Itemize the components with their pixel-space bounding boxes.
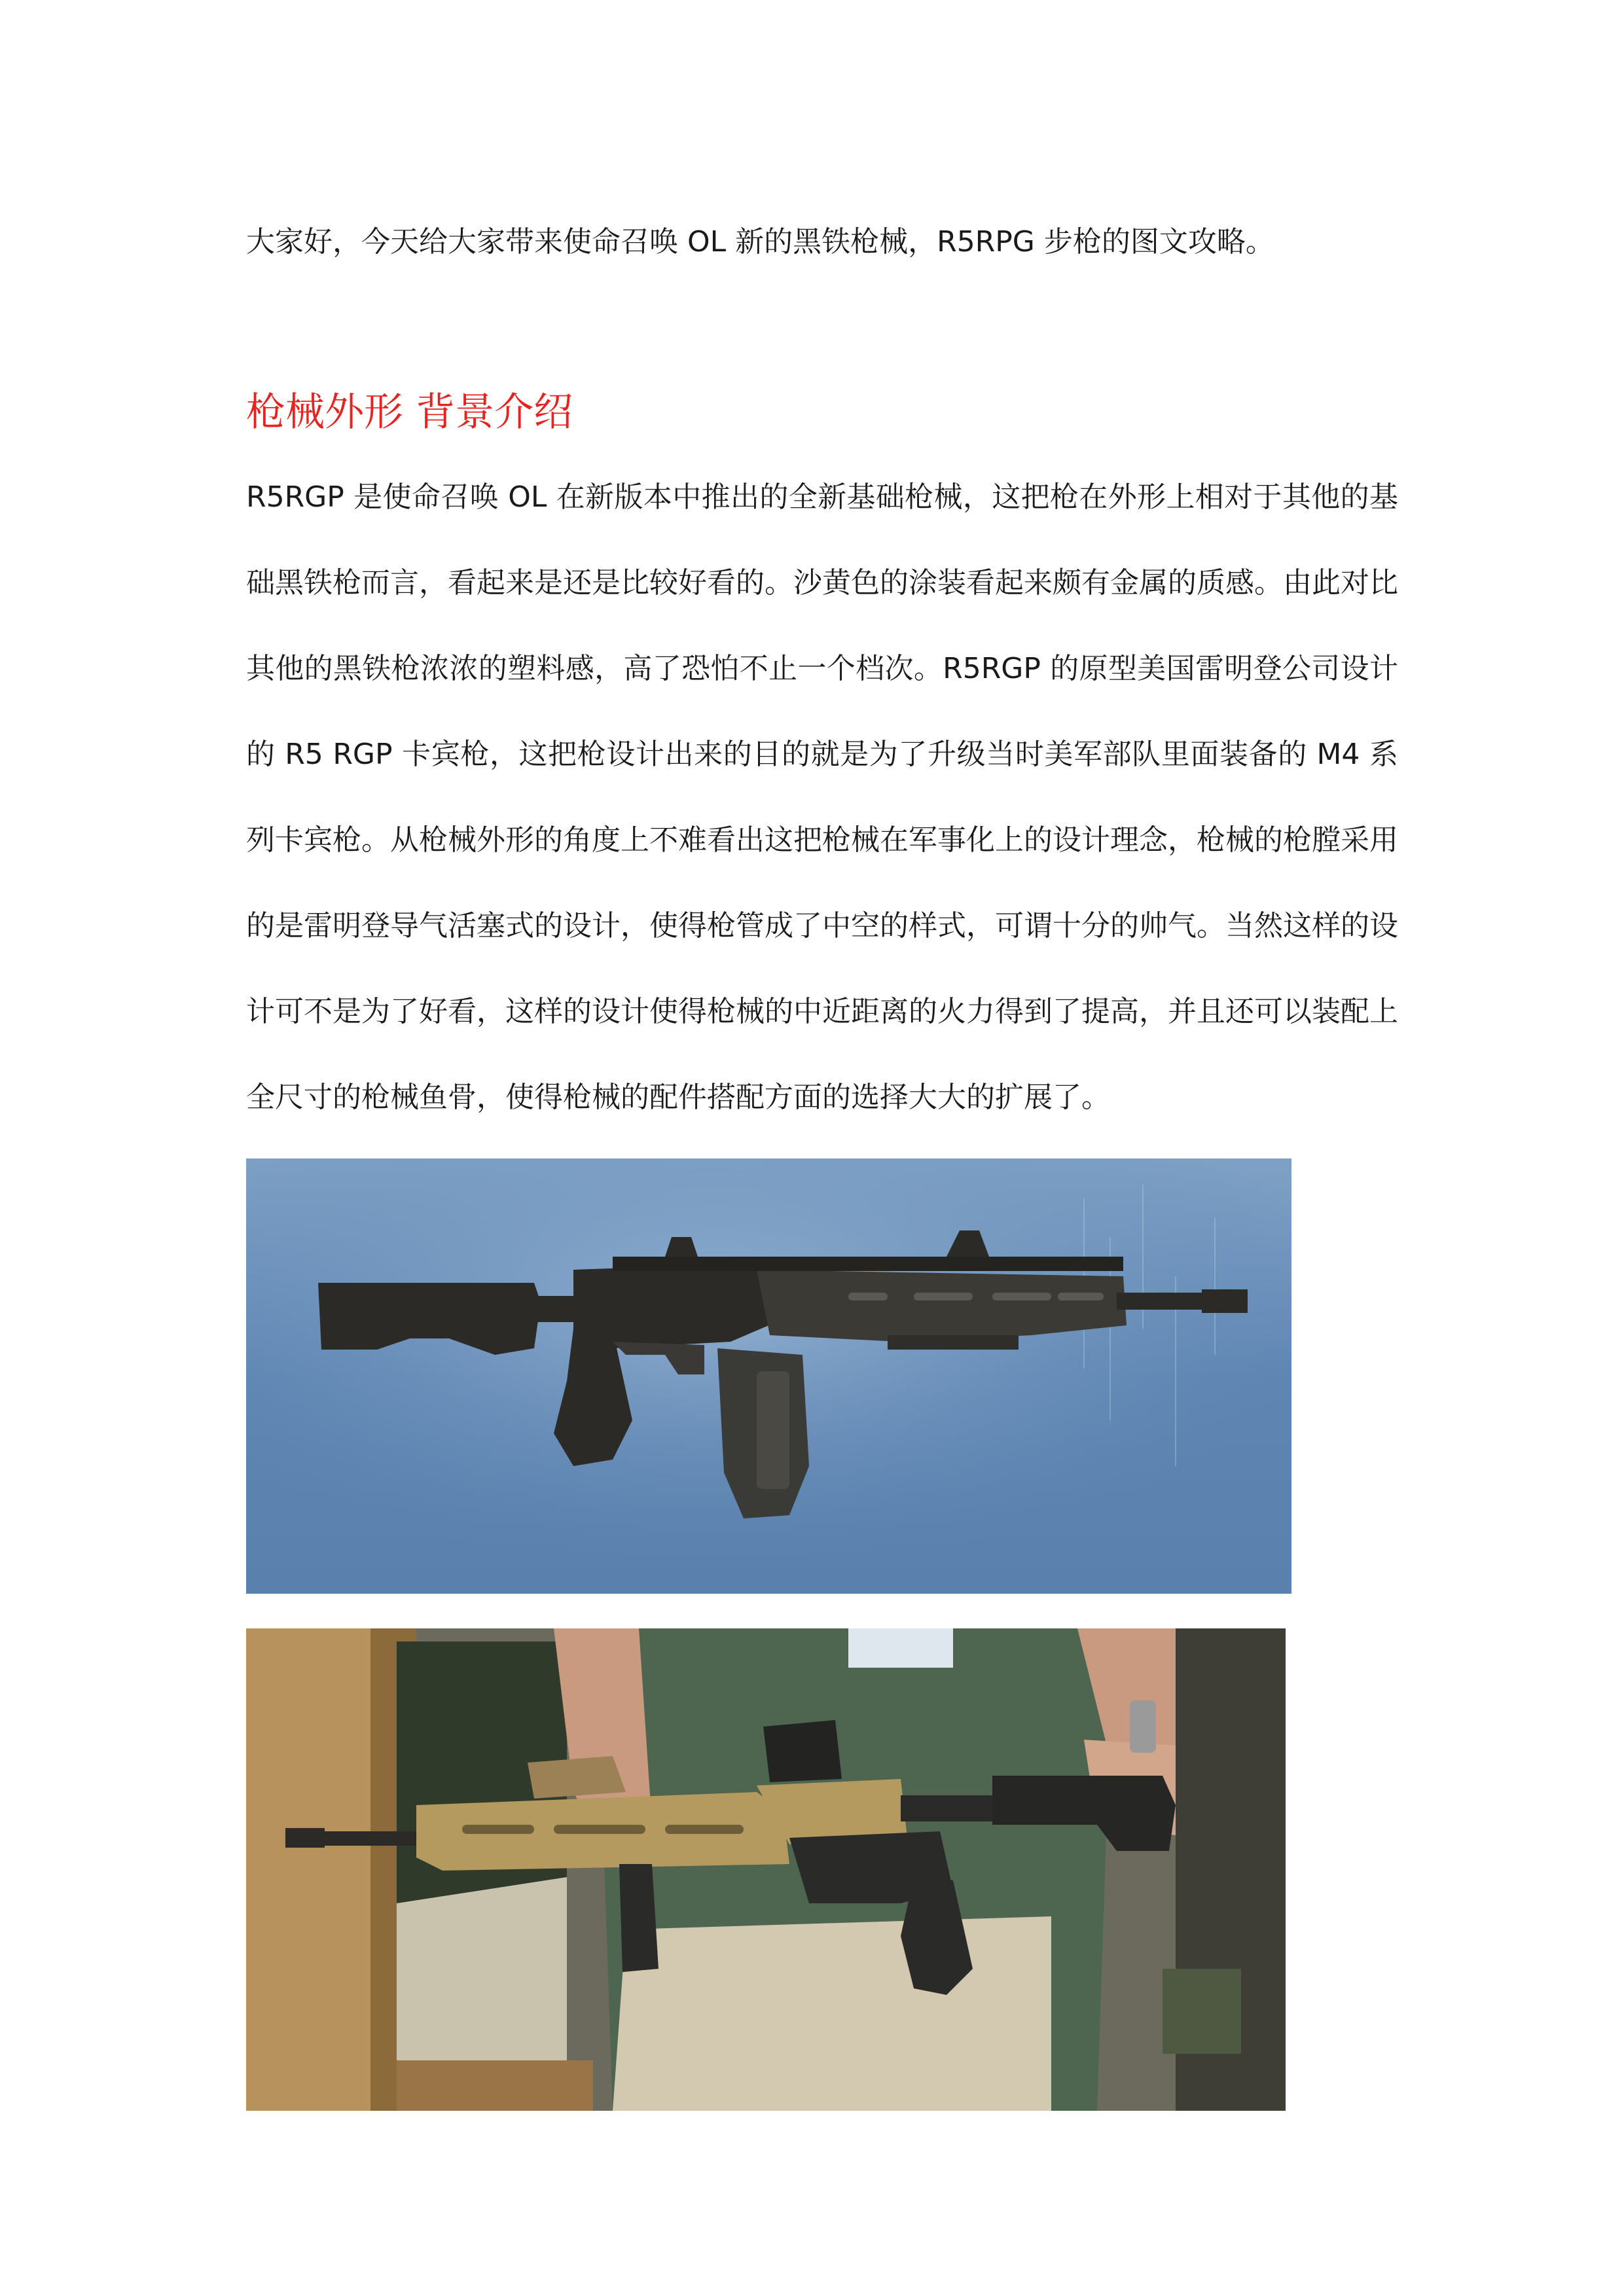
body-line: 计可不是为了好看，这样的设计使得枪械的中近距离的火力得到了提高，并且还可以装配上 — [246, 995, 1398, 1028]
section-heading: 枪械外形 背景介绍 — [246, 389, 573, 435]
body-line: 的是雷明登导气活塞式的设计，使得枪管成了中空的样式，可谓十分的帅气。当然这样的设 — [246, 909, 1398, 942]
body-line: 础黑铁枪而言，看起来是还是比较好看的。沙黄色的涂装看起来颇有金属的质感。由此对比 — [246, 566, 1398, 600]
real-rifle-photo — [246, 1628, 1286, 2111]
game-render-illustration — [246, 1158, 1291, 1594]
body-line: 其他的黑铁枪浓浓的塑料感，高了恐怕不止一个档次。R5RGP 的原型美国雷明登公司设计 — [246, 652, 1398, 685]
intro-paragraph: 大家好，今天给大家带来使命召唤 OL 新的黑铁枪械，R5RPG 步枪的图文攻略。 — [246, 225, 1274, 259]
body-line: 列卡宾枪。从枪械外形的角度上不难看出这把枪械在军事化上的设计理念，枪械的枪膛采用 — [246, 823, 1398, 857]
real-rifle-photo-illustration — [246, 1628, 1286, 2111]
body-line: 全尺寸的枪械鱼骨，使得枪械的配件搭配方面的选择大大的扩展了。 — [246, 1081, 1110, 1114]
game-render-image — [246, 1158, 1291, 1594]
body-line: R5RGP 是使命召唤 OL 在新版本中推出的全新基础枪械，这把枪在外形上相对于其他的基 — [246, 480, 1398, 514]
body-line: 的 R5 RGP 卡宾枪，这把枪设计出来的目的就是为了升级当时美军部队里面装备的 M4 系 — [246, 738, 1398, 771]
